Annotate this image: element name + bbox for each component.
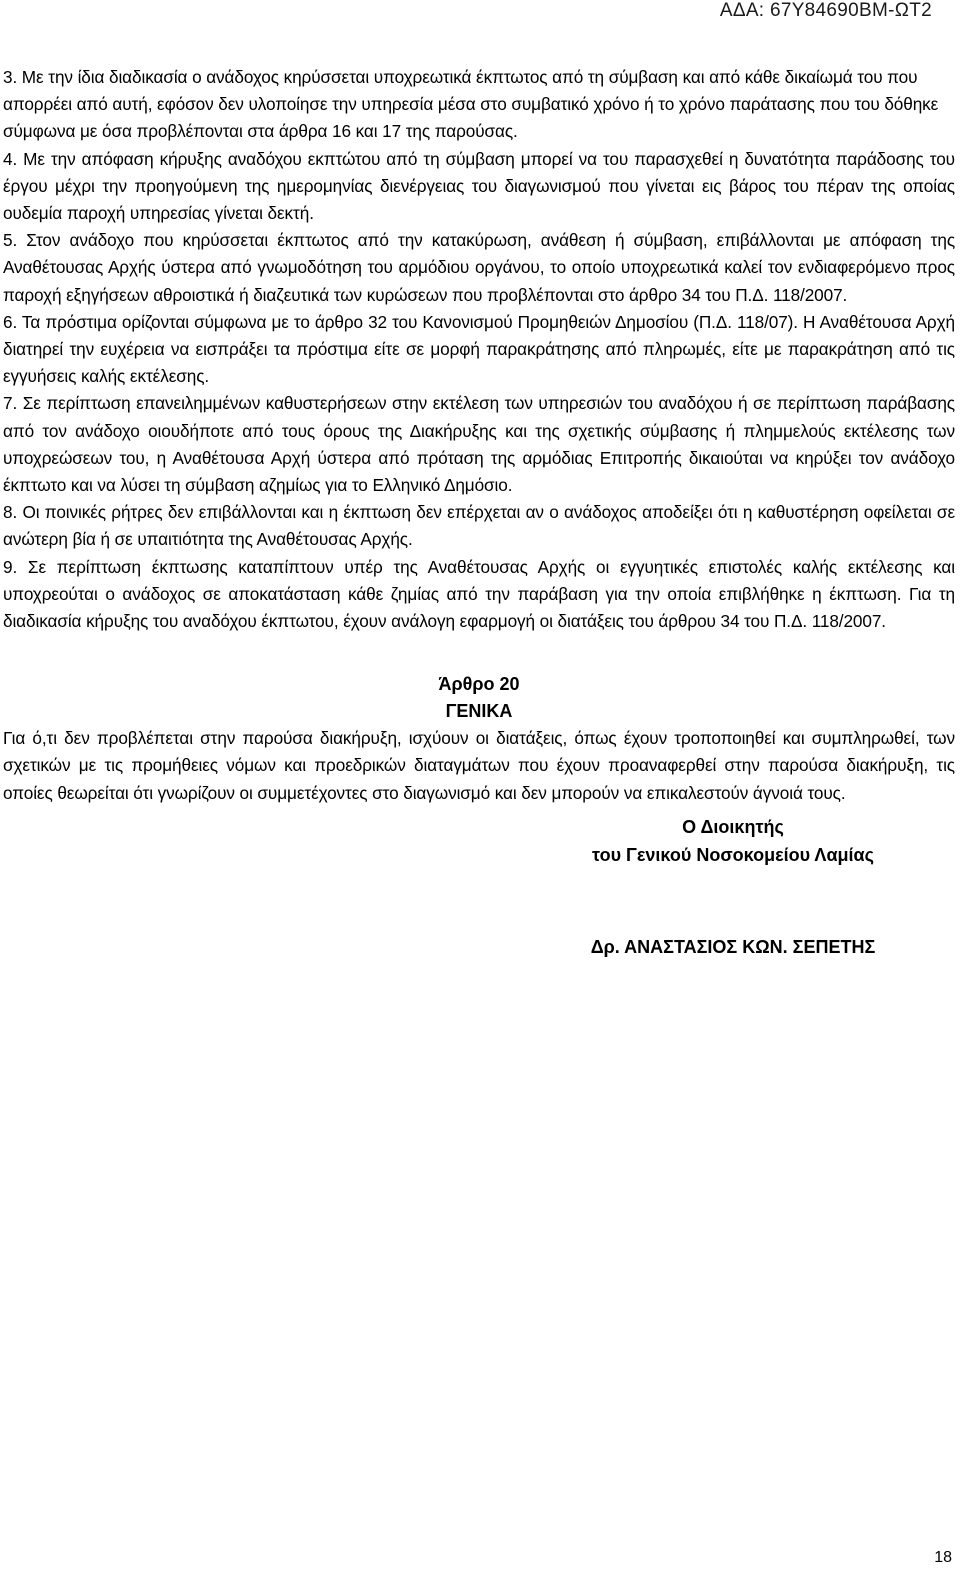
document-code: ΑΔΑ: 67Υ84690ΒΜ-ΩΤ2 — [719, 0, 932, 21]
signature-role: Ο Διοικητής — [682, 816, 784, 837]
article-title: ΓΕΝΙΚΑ — [445, 701, 513, 722]
signature-name: Δρ. ΑΝΑΣΤΑΣΙΟΣ ΚΩΝ. ΣΕΠΕΤΗΣ — [590, 936, 876, 957]
section-3: 3. Με την ίδια διαδικασία ο ανάδοχος κηρύσσεται υποχρεωτικά έκπτωτος από τη σύμβαση και από κάθε δικαίωμά του που απορρέει από αυτή, εφόσον δεν υλοποίησε την υπηρεσία μέσα στο συμβατικό χρόνο ή το χρόνο παράτασης που του δόθηκε σύμφωνα με όσα προβλέπονται στα άρθρα 16 και 17 της παρούσας. — [3, 67, 939, 142]
article-body: Για ό,τι δεν προβλέπεται στην παρούσα διακήρυξη, ισχύουν οι διατάξεις, όπως έχουν τροποποιηθεί και συμπληρωθεί, των σχετικών με τις προμήθειες νόμων και προεδρικών διαταγμάτων που έχουν προαναφερθεί στην παρούσα διακήρυξη, τις οποίες θεωρείται ότι γνωρίζουν οι συμμετέχοντες στο διαγωνισμό και δεν μπορούν να επικαλεστούν άγνοιά τους. — [3, 728, 955, 803]
section-7: 7. Σε περίπτωση επανειλημμένων καθυστερήσεων στην εκτέλεση των υπηρεσιών του αναδόχου ή σε περίπτωση παράβασης από τον ανάδοχο οιουδήποτε από τους όρους της Διακήρυξης και της σχετικής σύμβασης ή πλημμελούς εκτέλεσης των υποχρεώσεων του, η Αναθέτουσα Αρχή ύστερα από πρόταση της αρμόδιας Επιτροπής δικαιούται να κηρύξει τον ανάδοχο έκπτωτο και να λύσει τη σύμβαση αζημίως για το Ελληνικό Δημόσιο. — [3, 393, 955, 496]
section-6: 6. Τα πρόστιμα ορίζονται σύμφωνα με το άρθρο 32 του Κανονισμού Προμηθειών Δημοσίου (Π.Δ. 118/07). Η Αναθέτουσα Αρχή διατηρεί την ευχέρεια να εισπράξει τα πρόστιμα είτε σε μορφή παρακράτησης από πληρωμές, είτε με παρακράτηση από τις εγγυήσεις καλής εκτέλεσης. — [3, 311, 955, 387]
document-body — [3, 64, 955, 961]
page-number: 18 — [934, 1549, 952, 1566]
section-9: 9. Σε περίπτωση έκπτωσης καταπίπτουν υπέρ της Αναθέτουσας Αρχής οι εγγυητικές επιστολές καλής εκτέλεσης και υποχρεούται ο ανάδοχος σε αποκατάσταση κάθε ζημίας από την παράβαση για την οποία επιβλήθηκε η έκπτωση. Για τη διαδικασία κήρυξης του αναδόχου έκπτωτου, έχουν ανάλογη εφαρμογή οι διατάξεις του άρθρου 34 του Π.Δ. 118/2007. — [3, 556, 955, 632]
section-4: 4. Με την απόφαση κήρυξης αναδόχου εκπτώτου από τη σύμβαση μπορεί να του παρασχεθεί η δυνατότητα παράδοσης του έργου μέχρι την προηγούμενη της ημερομηνίας διενέργειας του διαγωνισμού που γίνεται εις βάρος του πέραν της οποίας ουδεμία παροχή υπηρεσίας γίνεται δεκτή. — [3, 148, 955, 224]
section-5: 5. Στον ανάδοχο που κηρύσσεται έκπτωτος από την κατακύρωση, ανάθεση ή σύμβαση, επιβάλλονται με απόφαση της Αναθέτουσας Αρχής ύστερα από γνωμοδότηση του αρμόδιου οργάνου, το οποίο υποχρεωτικά καλεί τον ενδιαφερόμενο προς παροχή εξηγήσεων αθροιστικά ή διαζευτικά των κυρώσεων που προβλέπονται στο άρθρο 34 του Π.Δ. 118/2007. — [3, 230, 955, 305]
section-8: 8. Οι ποινικές ρήτρες δεν επιβάλλονται και η έκπτωση δεν επέρχεται αν ο ανάδοχος αποδείξει ότι η καθυστέρηση οφείλεται σε ανώτερη βία ή σε υπαιτιότητα της Αναθέτουσας Αρχής. — [3, 502, 955, 550]
signature-organization: του Γενικού Νοσοκομείου Λαμίας — [592, 844, 874, 865]
article-number: Άρθρο 20 — [438, 674, 520, 695]
